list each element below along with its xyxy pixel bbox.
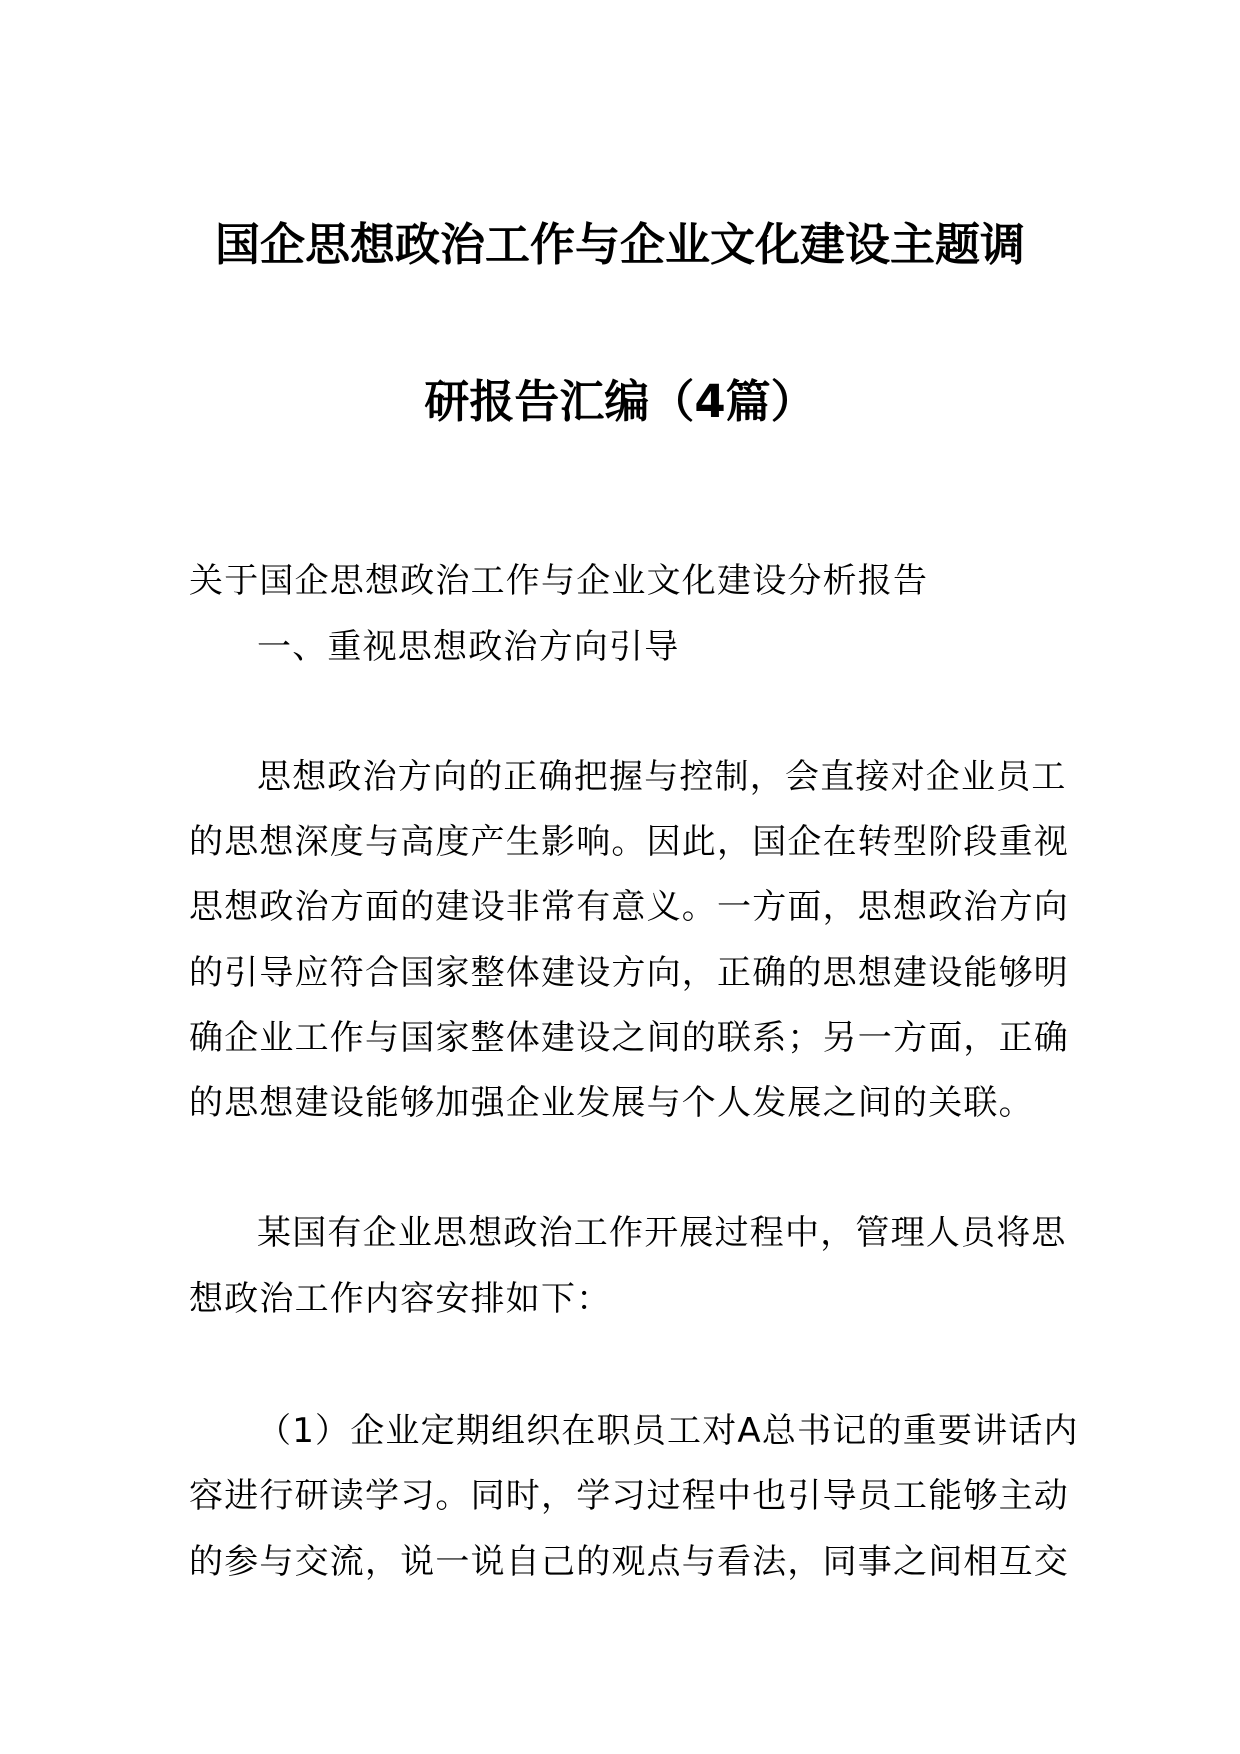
document-title-line-2: 研报告汇编（4篇） <box>424 375 816 428</box>
paragraph-line: 思想政治方向的正确把握与控制，会直接对企业员工 <box>257 757 1067 797</box>
document-title-line-1: 国企思想政治工作与企业文化建设主题调 <box>214 218 1025 271</box>
paragraph-line: （1）企业定期组织在职员工对A总书记的重要讲话内 <box>257 1411 1079 1451</box>
section-heading: 一、重视思想政治方向引导 <box>257 627 680 667</box>
paragraph-line: 容进行研读学习。同时，学习过程中也引导员工能够主动 <box>189 1476 1069 1516</box>
paragraph-line: 思想政治方面的建设非常有意义。一方面，思想政治方向 <box>189 887 1069 927</box>
paragraph-line: 的思想建设能够加强企业发展与个人发展之间的关联。 <box>189 1083 1034 1123</box>
paragraph-line: 确企业工作与国家整体建设之间的联系；另一方面，正确 <box>189 1018 1069 1058</box>
paragraph-line: 某国有企业思想政治工作开展过程中，管理人员将思 <box>257 1213 1067 1253</box>
paragraph-line: 的引导应符合国家整体建设方向，正确的思想建设能够明 <box>189 953 1069 993</box>
paragraph-line: 的参与交流，说一说自己的观点与看法，同事之间相互交 <box>189 1542 1069 1582</box>
report-subtitle: 关于国企思想政治工作与企业文化建设分析报告 <box>189 561 929 601</box>
paragraph-line: 想政治工作内容安排如下： <box>189 1279 612 1319</box>
paragraph-line: 的思想深度与高度产生影响。因此，国企在转型阶段重视 <box>189 822 1069 862</box>
